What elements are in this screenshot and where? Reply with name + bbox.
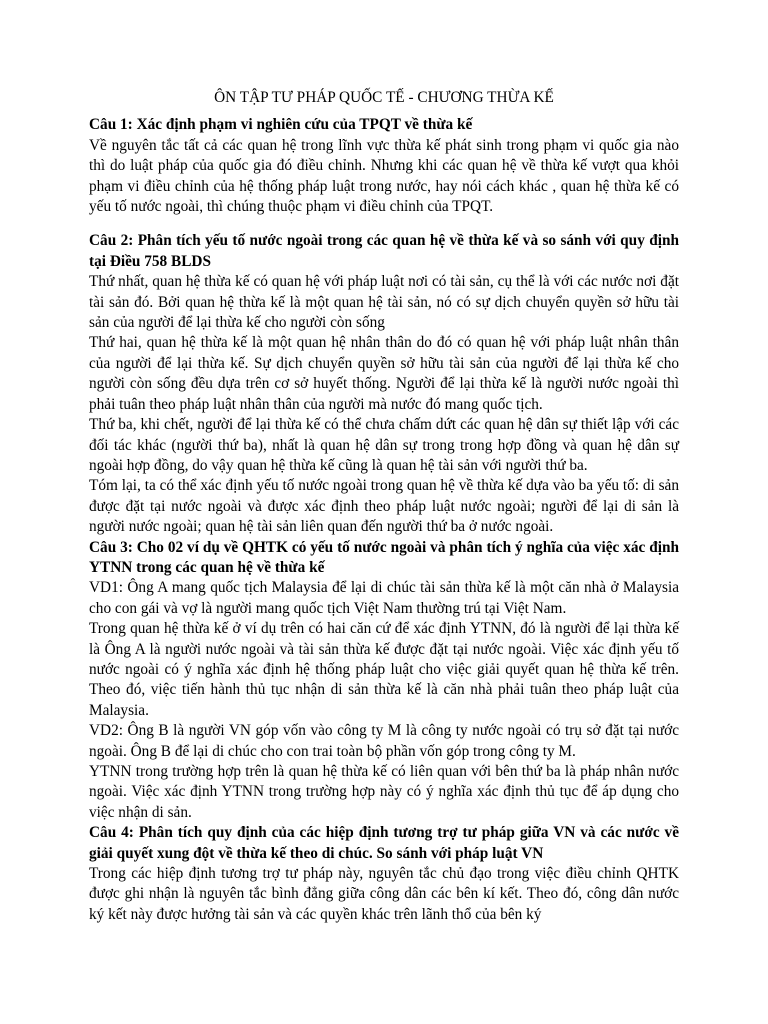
section-3-paragraph-1: VD1: Ông A mang quốc tịch Malaysia để lại di chúc tài sản thừa kế là một căn nhà ở Malaysia cho con gái và vợ là người mang quốc tịch Việt Nam thường trú tại Việt Nam. bbox=[89, 579, 679, 617]
section-1-heading: Câu 1: Xác định phạm vi nghiên cứu của TPQT về thừa kế bbox=[89, 116, 473, 134]
section-3-paragraph-4: YTNN trong trường hợp trên là quan hệ thừa kế có liên quan với bên thứ ba là pháp nhân nước ngoài. Việc xác định YTNN trong trường hợp này có ý nghĩa xác định thủ tục để áp dụng cho việc nhận di sản. bbox=[89, 763, 679, 821]
section-2-paragraph-1: Thứ nhất, quan hệ thừa kế có quan hệ với pháp luật nơi có tài sản, cụ thể là với các nước nơi đặt tài sản đó. Bởi quan hệ thừa kế là một quan hệ tài sản, nó có sự dịch chuyển quyền sở hữu tài sản của người để lại thừa kế cho người còn sống bbox=[89, 273, 679, 332]
section-4 bbox=[89, 823, 679, 925]
section-3 bbox=[89, 538, 679, 824]
section-3-paragraph-2: Trong quan hệ thừa kế ở ví dụ trên có hai căn cứ để xác định YTNN, đó là người để lại thừa kế là Ông A là người nước ngoài và tài sản thừa kế được đặt tại nước ngoài. Việc xác định yếu tố nước ngoài có ý nghĩa xác định hệ thống pháp luật cho việc giải quyết quan hệ thừa kế trên. Theo đó, việc tiến hành thủ tục nhận di sản thừa kế là căn nhà phải tuân theo pháp luật của Malaysia. bbox=[89, 620, 679, 719]
section-2-paragraph-3: Thứ ba, khi chết, người để lại thừa kế có thể chưa chấm dứt các quan hệ dân sự thiết lập với các đối tác khác (người thứ ba), nhất là quan hệ dân sự trong trong hợp đồng và quan hệ dân sự ngoài hợp đồng, do vậy quan hệ thừa kế cũng là quan hệ tài sản với người thứ ba. bbox=[89, 416, 679, 474]
section-1 bbox=[89, 115, 679, 217]
section-3-heading: Câu 3: Cho 02 ví dụ về QHTK có yếu tố nước ngoài và phân tích ý nghĩa của việc xác định YTNN trong các quan hệ về thừa kế bbox=[89, 538, 679, 576]
section-2 bbox=[89, 231, 679, 537]
spacer bbox=[89, 217, 679, 231]
section-4-paragraph-1: Trong các hiệp định tương trợ tư pháp này, nguyên tắc chủ đạo trong việc điều chỉnh QHTK được ghi nhận là nguyên tắc bình đẳng giữa công dân các bên kí kết. Theo đó, công dân nước ký kết này được hưởng tài sản và các quyền khác trên lãnh thổ của bên ký bbox=[89, 865, 679, 923]
section-2-paragraph-2: Thứ hai, quan hệ thừa kế là một quan hệ nhân thân do đó có quan hệ với pháp luật nhân thân của người để lại thừa kế. Sự dịch chuyển quyền sở hữu tài sản của người để lại thừa kế cho người còn sống đều dựa trên cơ sở huyết thống. Người để lại thừa kế là người nước ngoài thì phải tuân theo pháp luật nhân thân của người mà nước đó mang quốc tịch. bbox=[89, 334, 679, 413]
section-1-paragraph-1: Về nguyên tắc tất cả các quan hệ trong lĩnh vực thừa kế phát sinh trong phạm vi quốc gia nào thì do luật pháp của quốc gia đó điều chỉnh. Nhưng khi các quan hệ về thừa kế vượt qua khỏi phạm vi điều chỉnh của hệ thống pháp luật trong nước, hay nói cách khác , quan hệ thừa kế có yếu tố nước ngoài, thì chúng thuộc phạm vi điều chỉnh của TPQT. bbox=[89, 136, 679, 216]
document-title: ÔN TẬP TƯ PHÁP QUỐC TẾ - CHƯƠNG THỪA KẾ bbox=[214, 89, 554, 106]
section-2-paragraph-4: Tóm lại, ta có thể xác định yếu tố nước ngoài trong quan hệ về thừa kế dựa vào ba yếu tố: di sản được đặt tại nước ngoài và được xác định theo pháp luật nước ngoài; người để lại di sản là người nước ngoài; quan hệ tài sản liên quan đến người thứ ba ở nước ngoài. bbox=[89, 477, 679, 536]
section-2-heading: Câu 2: Phân tích yếu tố nước ngoài trong các quan hệ về thừa kế và so sánh với quy định tại Điều 758 BLDS bbox=[89, 232, 679, 270]
section-3-paragraph-3: VD2: Ông B là người VN góp vốn vào công ty M là công ty nước ngoài có trụ sở đặt tại nước ngoài. Ông B để lại di chúc cho con trai toàn bộ phần vốn góp trong công ty M. bbox=[89, 722, 679, 760]
section-4-heading: Câu 4: Phân tích quy định của các hiệp định tương trợ tư pháp giữa VN và các nước về giải quyết xung đột về thừa kế theo di chúc. So sánh với pháp luật VN bbox=[89, 824, 679, 862]
